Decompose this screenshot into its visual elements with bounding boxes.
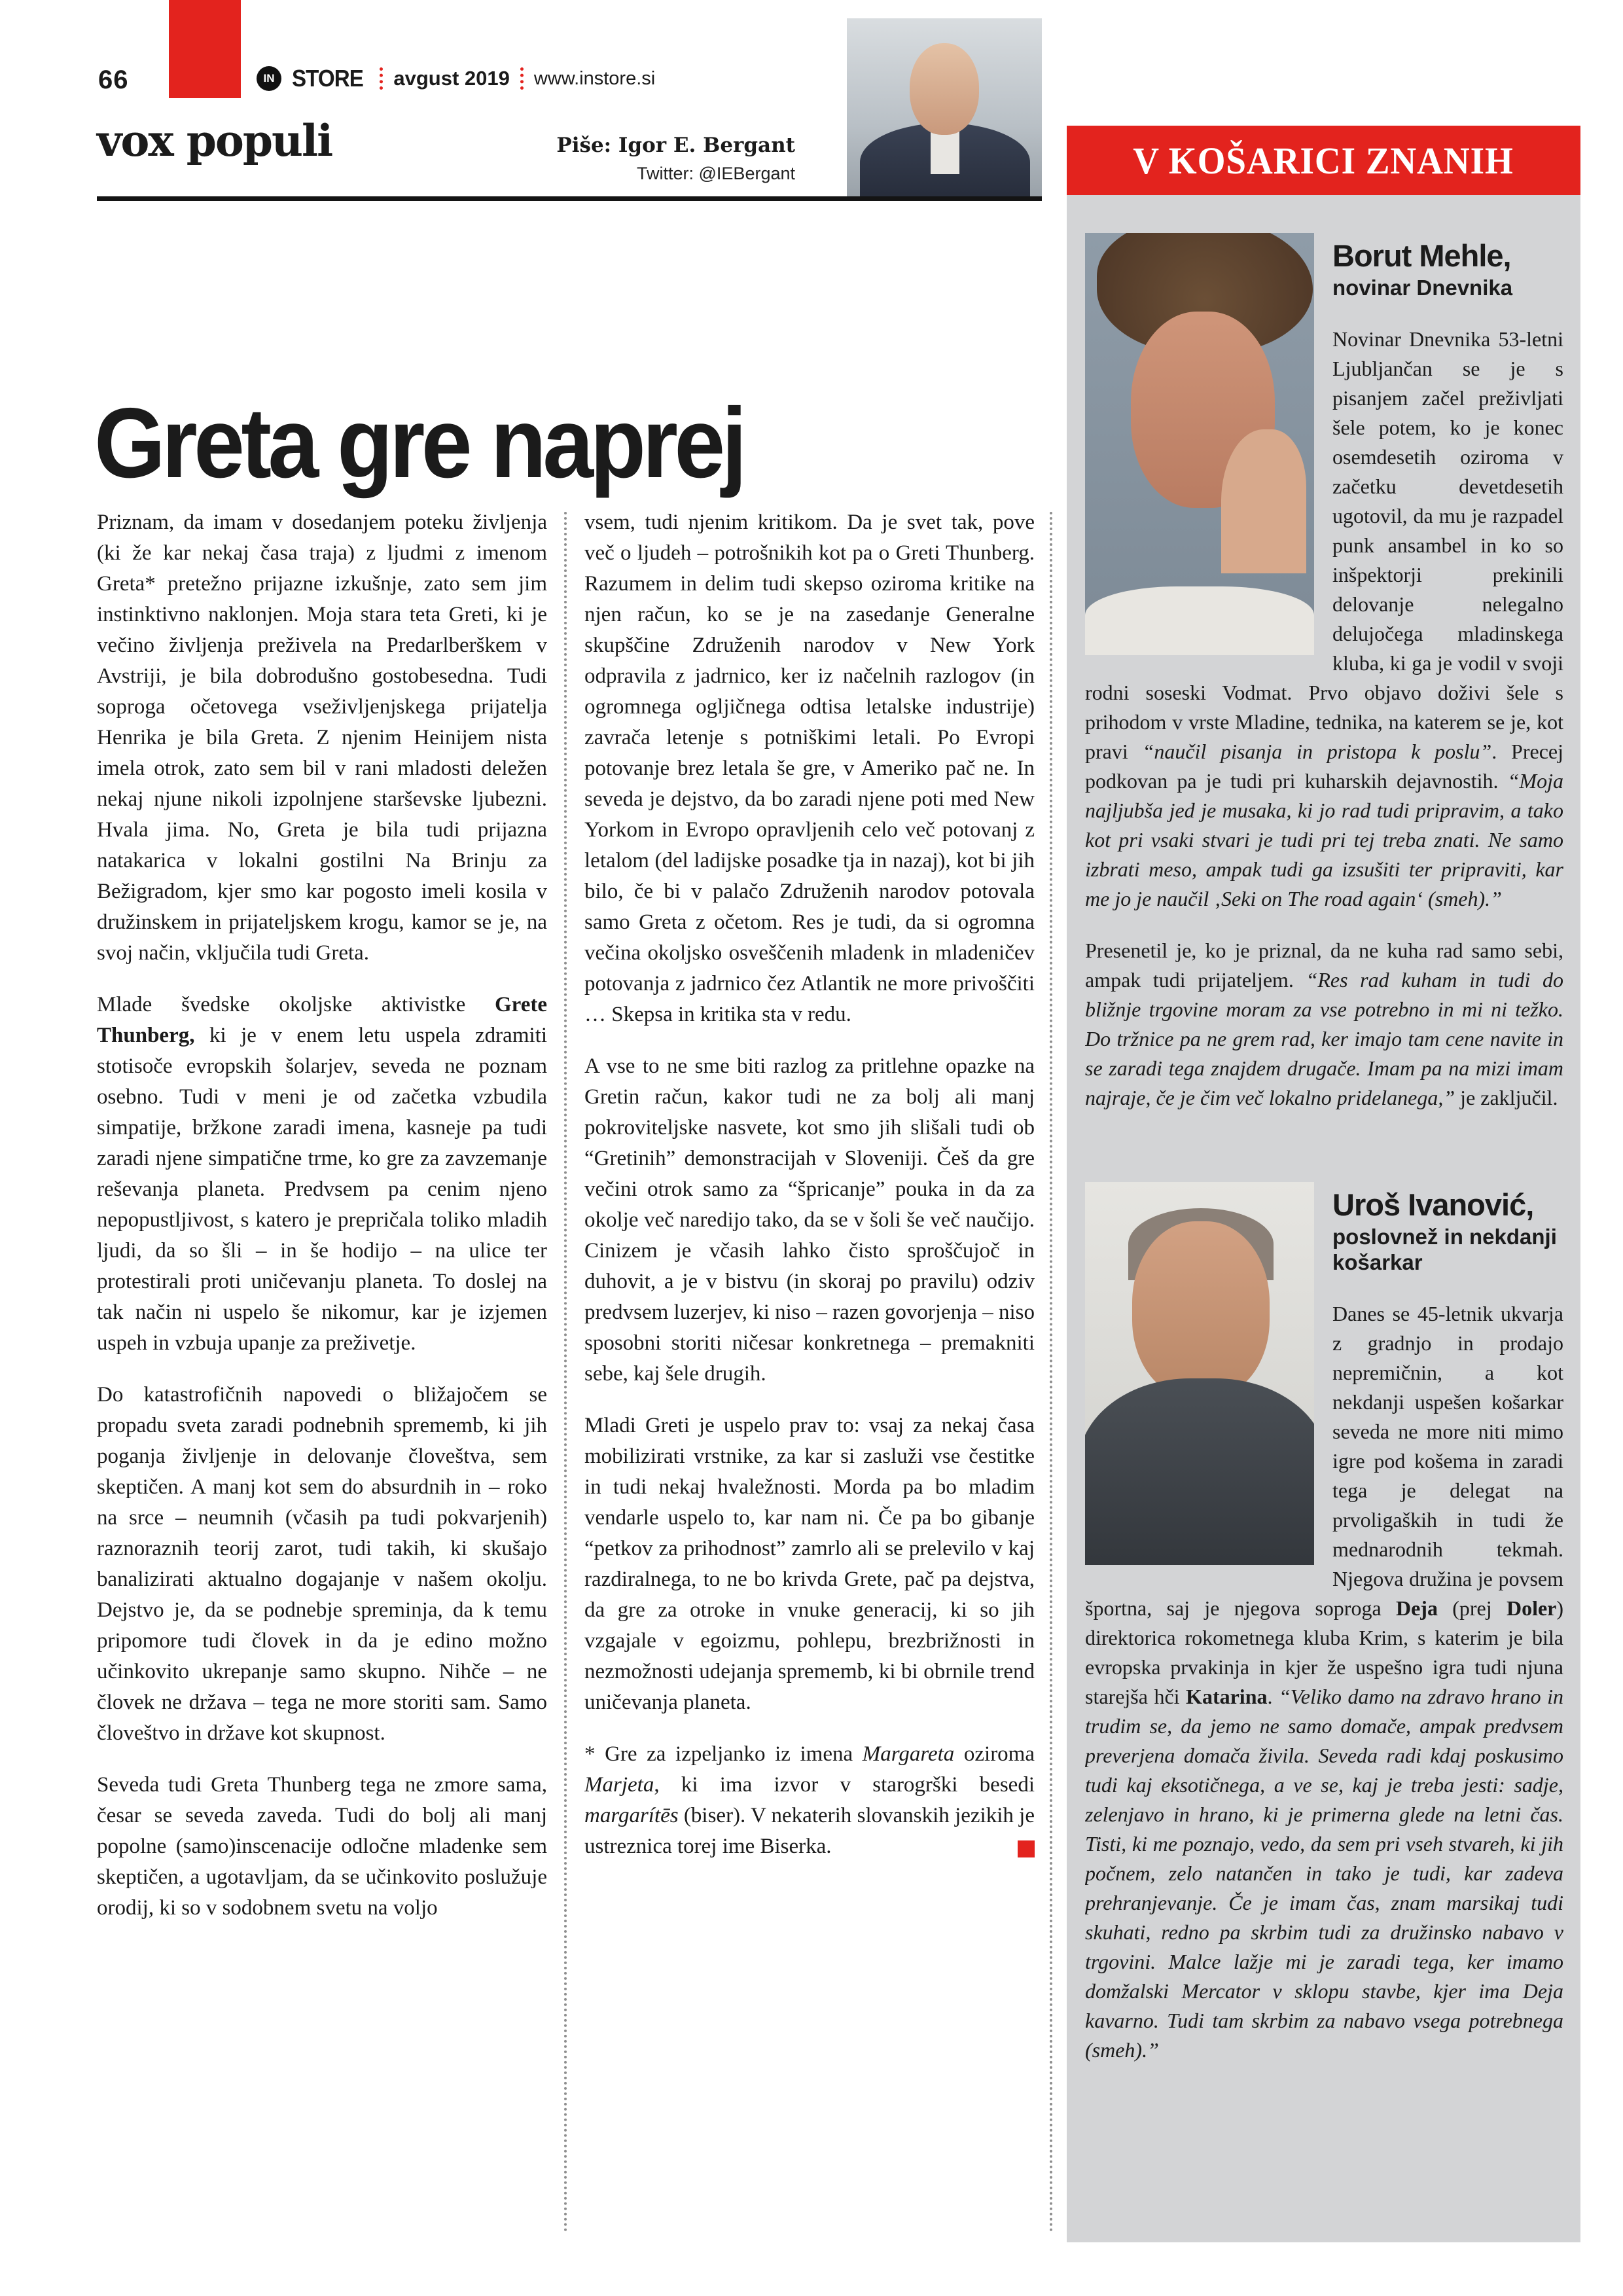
portrait-shoulder [1085, 586, 1314, 655]
borut-mehle-photo [1085, 233, 1314, 655]
profile-paragraph: Novinar Dnevnika 53-letni Ljubljančan se je s pisanjem začel preživljati šele potem, ko je konec osemdesetih oziroma v začetku devetdesetih ugotovil, da mu je razpadel punk ansambel in ko so inšpektorji prekinili delovanje nelegalno delujočega mladinskega kluba, ki ga je vodil v svoji rodni soseski Vodmat. Prvo objavo doživi šele s prihodom v vrste Mladine, tednika, na katerem se je, kot pravi “naučil pisanja in pristopa k poslu”. Precej podkovan pa je tudi pri kuharskih dejavnostih. “Moja najljubša jed je musaka, ki jo rad tudi pripravim, a tako kot pri vsaki stvari je tudi pri tej treba znati. Ne samo izbrati meso, ampak tudi ga izsušiti ter pripraviti, kar me jo je naučil ‚Seki on The road again‘ (smeh).” [1085, 327, 1563, 910]
author-twitter: Twitter: @IEBergant [637, 164, 795, 183]
article-paragraph: Mlade švedske okoljske aktivistke Grete Thunberg, ki je v enem letu uspela zdramiti stotisoče evropskih šolarjev, seveda ne poznam osebno. Tudi v meni je od začetka vzbudila simpatije, bržkone zaradi imena, kasneje pa tudi zaradi njene simpatične trme, ko gre za zavzemanje reševanja planeta. Predvsem pa cenim njeno nepopustljivost, s katero je prepričala toliko mladih ljudi, da so šli – in še hodijo – na ulice ter protestirali proti uničevanju planeta. To doslej na tak način ni uspelo še nikomur, kar je izjemen uspeh in vzbuja upanje za preživetje. [97, 993, 547, 1355]
sidebar-divider [1050, 512, 1052, 2233]
article-column-1 [97, 507, 547, 2242]
issue-date: avgust 2019 [393, 67, 510, 90]
author-photo-face [910, 43, 979, 135]
profile-role: poslovnež in nekdanji košarkar [1332, 1224, 1557, 1275]
article-paragraph: Mladi Greti je uspelo prav to: vsaj za nekaj časa mobilizirati vrstnike, za kar si zasluži vse čestitke in tudi nekaj hvaležnosti. Morda pa bo mladim vendarle uspelo to, kar nam ni. Če pa bo gibanje “petkov za prihodnost” zamrlo ali se prelevilo v kaj razdiralnega, to ne bo krivda Grete, pač pa dejstva, da gre za otroke in vnuke generacij, ki so jih vzgajale v egoizmu, pohlepu, brezbrižnosti in nezmožnosti udejanja sprememb, ki bi obrnile trend uničevanja planeta. [584, 1414, 1035, 1714]
portrait-face [1132, 1221, 1270, 1398]
profile-paragraph: Danes se 45-letnik ukvarja z gradnjo in prodajo nepremičnin, a kot nekdanji uspešen košarkar seveda ne more niti mimo igre pod košema in zaradi tega je delegat na prvoligaških in tudi že mednarodnih tekmah. Njegova družina je povsem športna, saj je njegova soproga Deja (prej Doler) direktorica rokometnega kluba Krim, s katerim je bila evropska prvakinja in kjer že uspešno igra tudi njuna starejša hči Katarina. “Veliko damo na zdravo hrano in trudim se, da jemo ne samo domače, ampak predvsem preverjena domača živila. Seveda radi kdaj poskusimo tudi kaj eksotičnega, a ve se, kaj je treba jesti: sadje, zelenjavo in hrano, ki je primerna glede na letni čas. Tisti, ki me poznajo, vedo, da sem pri vseh stvareh, ki jih počnem, zelo natančen in tako je tudi, kar zadeva prehranjevanje. Če je imam čas, znam marsikaj tudi skuhati, redno pa skrbim tudi za družinsko nabavo v trgovini. Malce lažje mi je zaradi tega, ker imamo domžalski Mercator v sklopu stavbe, kjer ima Deja kavarno. Tudi tam skrbim za nabavo vsega potrebnega (smeh).” [1085, 1301, 1563, 2062]
instore-logo-icon: IN [257, 66, 281, 91]
article-footnote [584, 1739, 1035, 1862]
sidebar-panel [1067, 195, 1580, 2242]
profile-name: Borut Mehle, [1332, 238, 1511, 273]
masthead-logo [257, 63, 655, 94]
article-paragraph: A vse to ne sme biti razlog za pritlehne opazke na Gretin račun, kakor tudi ne za bolj ali manj pokroviteljske nasvete, kot smo jih slišali tudi ob “Gretinih” demonstracijah v Sloveniji. Češ da gre večini otrok samo za “špricanje” pouka in da za okolje več naredijo tako, da se v šoli še več naučijo. Cinizem je včasih lahko čisto sproščujoč in duhovit, a je v bistvu (in skoraj po pravilu) odziv predvsem luzerjev, ki niso – razen govorjenja – niso sposobni storiti ničesar konkretnega – premakniti sebe, kaj šele drugih. [584, 1054, 1035, 1386]
sidebar-banner [1067, 126, 1580, 195]
author-name: Piše: Igor E. Bergant [556, 134, 795, 157]
page-number: 66 [98, 65, 129, 94]
masthead-rule [97, 196, 1042, 201]
portrait-hand [1221, 429, 1306, 573]
section-title: vox populi [97, 115, 332, 166]
profile-role: novinar Dnevnika [1332, 276, 1513, 300]
dotted-separator-icon [520, 67, 524, 90]
article-column-2 [584, 507, 1035, 2242]
article-paragraph: Priznam, da imam v dosedanjem poteku življenja (ki že kar nekaj časa traja) z ljudmi z imenom Greta* pretežno prijazne izkušnje, zato sem jim instinktivno naklonjen. Moja stara teta Greti, ki je večino življenja preživela na Predarlberškem v Avstriji, je bila dobrodušno gostobesedna. Tudi soproga očetovega vseživljenjskega prijatelja Henrika je bila Greta. Z njenim Heinijem nista imela otrok, zato sem bil v rani mladosti deležen nekaj njune nikoli izpolnjene starševske ljubezni. Hvala jima. No, Greta je bila tudi prijazna natakarica v lokalni gostilni Na Brinju za Bežigradom, kjer smo kar pogosto imeli kosila v družinskem in prijateljskem krogu, kamor se je, na svoj način, vključila tudi Greta. [97, 511, 547, 965]
article-title: Greta gre naprej [94, 387, 743, 499]
footnote-text: * Gre za izpeljanko iz imena Margareta oziroma Marjeta, ki ima izvor v starogrški besedi margarítēs (biser). V nekaterih slovanskih jezikih je ustreznica torej ime Biserka. [584, 1742, 1035, 1858]
profile-paragraph: Presenetil je, ko je priznal, da ne kuha rad samo sebi, ampak tudi prijateljem. “Res rad kuham in tudi do bližnje trgovine moram za vse potrebno in mi ni težko. Do tržnice pa ne grem rad, ker imajo tam cene navite in se zaradi tega znajdem drugače. Imam pa na mizi imam najraje, če je čim več lokalno pridelanega,” je zaključil. [1085, 938, 1563, 1109]
profile-uros-ivanovic [1085, 1178, 1563, 2087]
column-divider [564, 512, 567, 2233]
portrait-shoulder [1085, 1378, 1314, 1565]
brand-red-block [169, 0, 241, 98]
profile-name: Uroš Ivanović, [1332, 1187, 1534, 1222]
profile-borut-mehle [1085, 229, 1563, 1135]
article-end-mark [1018, 1840, 1035, 1857]
sidebar-banner-title: V KOŠARICI ZNANIH [1133, 139, 1514, 182]
uros-ivanovic-photo [1085, 1182, 1314, 1565]
byline [419, 134, 795, 184]
dotted-separator-icon [380, 67, 383, 90]
article-paragraph: vsem, tudi njenim kritikom. Da je svet tak, pove več o ljudeh – potrošnikih kot pa o Greti Thunberg. Razumem in delim tudi skepso oziroma kritike na njen račun, ko se je na zasedanje Generalne skupščine Združenih narodov v New York odpravila z jadrnico, ker iz načelnih razlogov (in ogromnega ogljičnega odtisa letalske industrije) zavrača letenje s potniškimi letali. Po Evropi potovanje brez letala še gre, v Ameriko pač ne. In seveda je dejstvo, da bo zaradi njene poti med New Yorkom in Evropo opravljenih celo več potovanj z letalom (del ladijske posadke tja in nazaj), kot bi jih bilo, če bi v palačo Združenih narodov potovala samo Greta z očetom. Res je tudi, da si ogromna večina okoljsko osveščenih mladenk in mladeničev potovanja z jadrnico čez Atlantik ne more privoščiti … Skepsa in kritika sta v redu. [584, 511, 1035, 1026]
author-photo [847, 18, 1042, 198]
article-paragraph: Seveda tudi Greta Thunberg tega ne zmore sama, česar se seveda zaveda. Tudi do bolj ali manj popolne (samo)inscenacije odločne mladenke sem skeptičen, a ugotavljam, da se učinkovito poslužuje orodij, ki so v sodobnem svetu na voljo [97, 1773, 547, 1920]
article-paragraph: Do katastrofičnih napovedi o bližajočem se propadu sveta zaradi podnebnih sprememb, ki jih poganja življenje in delovanje človeštva, sem skeptičen. A manj kot sem do absurdnih in – roko na srce – neumnih (včasih pa tudi pokvarjenih) raznoraznih teorij zarot, tudi takih, ki skušajo banalizirati aktualno dogajanje v našem okolju. Dejstvo je, da se podnebje spreminja, da k temu pripomore tudi človek in da je edino možno učinkovito ukrepanje samo skupno. Nihče – ne človek ne država – tega ne more storiti sam. Samo človeštvo in države kot skupnost. [97, 1383, 547, 1745]
logo-store-text: STORE [292, 65, 363, 92]
website-url: www.instore.si [533, 67, 656, 89]
author-photo-shirt [931, 128, 959, 174]
